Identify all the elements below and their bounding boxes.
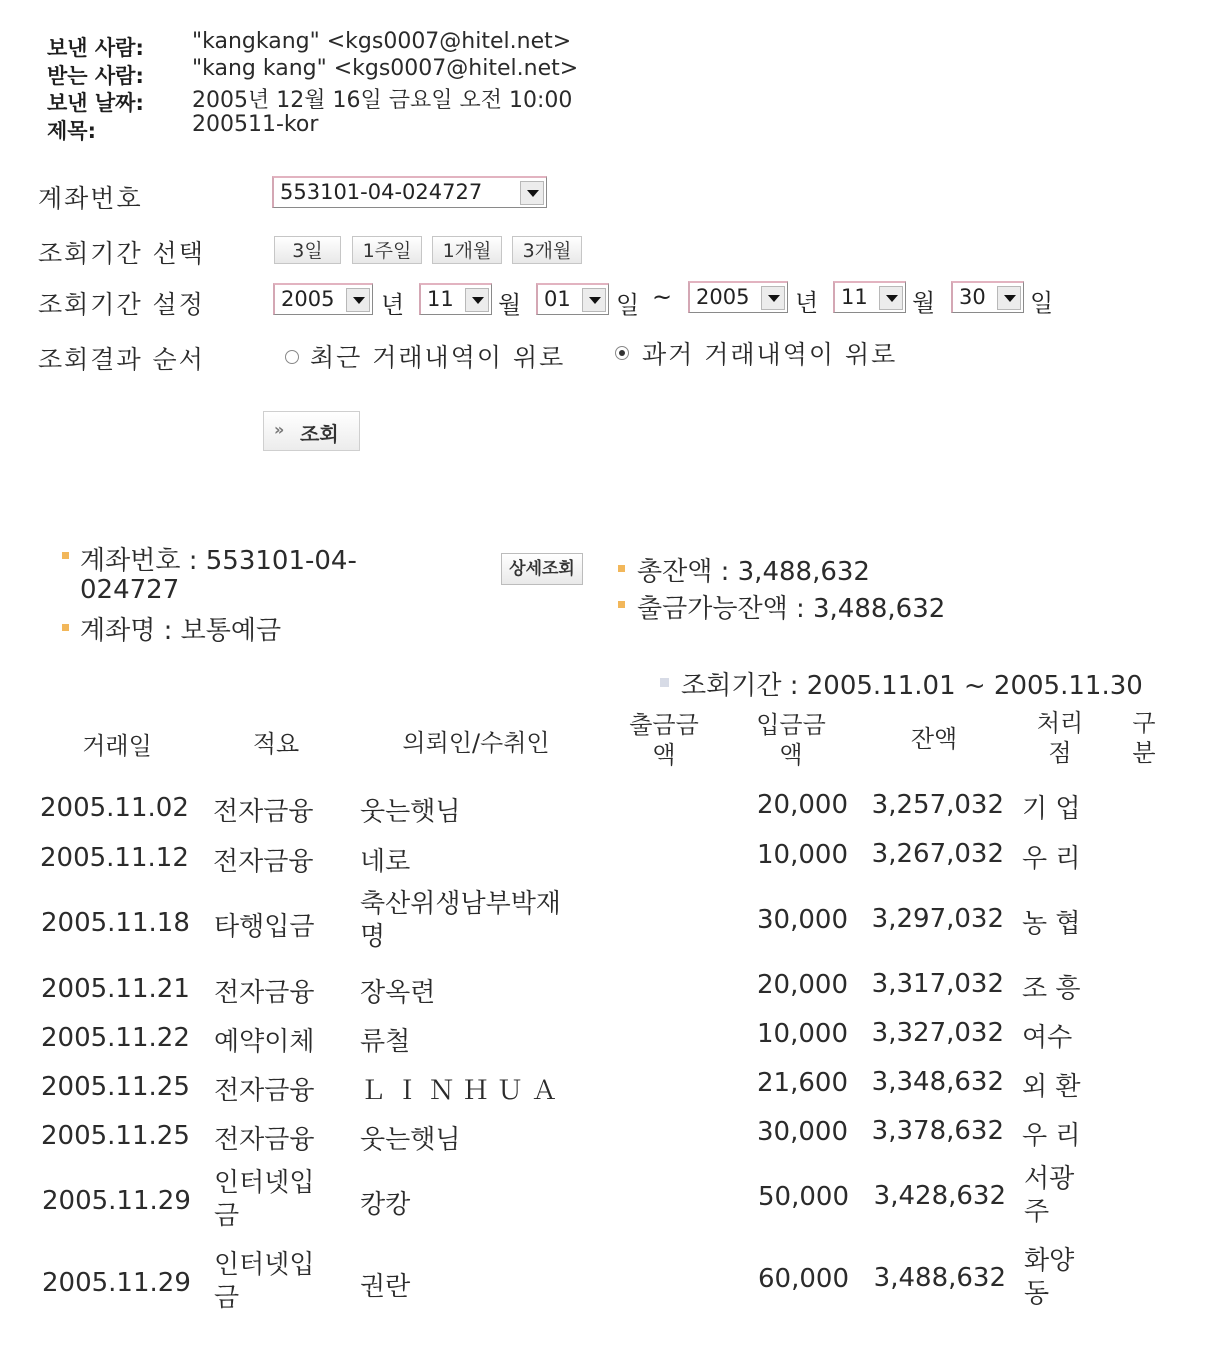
th-branch: 처리점 [1036, 709, 1084, 767]
from-label: 보낸 사람: [47, 36, 144, 60]
table-row-date: 2005.11.21 [41, 974, 190, 1004]
range-tilde: ~ [652, 283, 673, 311]
chevron-down-icon [879, 286, 903, 310]
table-row-party: 권란 [360, 1272, 411, 1302]
from-value: "kangkang" <kgs0007@hitel.net> [192, 29, 572, 54]
table-row-balance: 3,257,032 [871, 790, 1004, 820]
from-day-value: 01 [544, 287, 571, 311]
period-select-label: 조회기간 선택 [38, 239, 205, 268]
unit-day: 일 [616, 291, 640, 319]
table-row-party: 네로 [360, 847, 411, 877]
summary-account-line2: 024727 [80, 575, 180, 605]
table-row-deposit: 30,000 [757, 1117, 848, 1147]
period-set-label: 조회기간 설정 [38, 290, 205, 319]
unit-year: 년 [795, 289, 819, 317]
table-row-branch: 농 협 [1022, 909, 1081, 939]
query-button-label: 조회 [300, 422, 339, 446]
to-year-select[interactable] [688, 281, 788, 313]
table-row-balance: 3,348,632 [871, 1067, 1004, 1097]
table-row-desc: 타행입금 [214, 912, 315, 942]
table-row-branch: 여수 [1022, 1023, 1073, 1053]
table-row-party: 웃는햇님 [360, 1125, 461, 1155]
table-row-balance: 3,327,032 [871, 1018, 1004, 1048]
chevron-down-icon [582, 288, 606, 312]
to-day-value: 30 [959, 285, 986, 309]
table-row-branch: 우 리 [1022, 1121, 1081, 1151]
table-row-balance: 3,428,632 [873, 1181, 1006, 1211]
chevron-down-icon [465, 288, 489, 312]
order-past-label[interactable]: 과거 거래내역이 위로 [642, 340, 898, 369]
bullet-icon [62, 624, 69, 631]
th-balance: 잔액 [910, 725, 958, 753]
table-row-deposit: 60,000 [758, 1264, 849, 1294]
table-row-deposit: 20,000 [757, 790, 848, 820]
to-year-value: 2005 [696, 285, 750, 309]
summary-account-line1: 계좌번호 : 553101-04- [80, 546, 357, 576]
unit-day: 일 [1030, 289, 1054, 317]
bullet-icon [62, 552, 69, 559]
account-select-value: 553101-04-024727 [280, 180, 483, 204]
table-row-date: 2005.11.02 [40, 793, 189, 823]
table-row-party: 웃는햇님 [360, 797, 461, 827]
table-row-deposit: 50,000 [758, 1182, 849, 1212]
bullet-icon [618, 565, 625, 572]
summary-period: 조회기간 : 2005.11.01 ~ 2005.11.30 [681, 671, 1143, 701]
period-1month-button[interactable]: 1개월 [432, 236, 502, 264]
order-label: 조회결과 순서 [38, 345, 205, 374]
table-row-date: 2005.11.12 [40, 843, 189, 873]
th-date: 거래일 [82, 732, 152, 760]
chevron-down-icon [761, 286, 785, 310]
table-row-branch: 우 리 [1022, 844, 1081, 874]
table-row-deposit: 21,600 [757, 1068, 848, 1098]
table-row-branch: 외 환 [1022, 1072, 1081, 1102]
table-row-party: 캉캉 [360, 1190, 411, 1220]
summary-available-balance: 출금가능잔액 : 3,488,632 [637, 594, 946, 624]
double-chevron-right-icon: » [274, 420, 285, 439]
to-month-value: 11 [841, 285, 868, 309]
bullet-icon [660, 678, 669, 687]
table-row-deposit: 10,000 [757, 840, 848, 870]
to-value: "kang kang" <kgs0007@hitel.net> [192, 56, 579, 81]
table-row-party: 장옥련 [360, 978, 436, 1008]
th-desc: 적요 [252, 730, 300, 758]
bullet-icon [618, 601, 625, 608]
table-row-desc: 전자금융 [213, 797, 314, 827]
subject-value: 200511-kor [192, 112, 319, 137]
to-day-select[interactable] [951, 281, 1024, 313]
table-row-deposit: 10,000 [757, 1019, 848, 1049]
table-row-balance: 3,488,632 [873, 1263, 1006, 1293]
to-month-select[interactable] [833, 281, 906, 313]
chevron-down-icon [520, 181, 544, 205]
table-row-balance: 3,317,032 [871, 969, 1004, 999]
table-row-date: 2005.11.29 [42, 1186, 191, 1216]
order-past-radio[interactable] [615, 346, 629, 360]
summary-account-name: 계좌명 : 보통예금 [80, 616, 282, 646]
table-row-desc: 인터넷입금 [214, 1168, 315, 1231]
account-select[interactable] [272, 176, 547, 208]
table-row-desc: 인터넷입금 [214, 1250, 315, 1313]
table-row-desc: 예약이체 [214, 1027, 315, 1057]
account-label: 계좌번호 [38, 184, 143, 213]
detail-query-button[interactable]: 상세조회 [501, 553, 583, 585]
to-label: 받는 사람: [47, 64, 144, 88]
table-row-branch: 기 업 [1022, 794, 1081, 824]
period-3months-button[interactable]: 3개월 [512, 236, 582, 264]
period-1week-button[interactable]: 1주일 [352, 236, 422, 264]
table-row-desc: 전자금융 [214, 1125, 315, 1155]
th-party: 의뢰인/수취인 [402, 729, 550, 757]
table-row-party: 축산위생남부박재명 [360, 889, 561, 952]
chevron-down-icon [346, 288, 370, 312]
unit-month: 월 [912, 289, 936, 317]
table-row-date: 2005.11.29 [42, 1268, 191, 1298]
table-row-date: 2005.11.25 [41, 1072, 190, 1102]
from-year-value: 2005 [281, 287, 335, 311]
table-row-balance: 3,297,032 [871, 904, 1004, 934]
query-button[interactable] [263, 411, 360, 451]
table-row-party: 류철 [360, 1027, 411, 1057]
table-row-desc: 전자금융 [213, 847, 314, 877]
table-row-desc: 전자금융 [214, 1076, 315, 1106]
table-row-desc: 전자금융 [214, 978, 315, 1008]
chevron-down-icon [997, 286, 1021, 310]
th-deposit: 입금금액 [756, 711, 826, 769]
from-month-select[interactable] [419, 283, 492, 315]
from-day-select[interactable] [536, 283, 609, 315]
period-3days-button[interactable]: 3일 [274, 236, 341, 264]
table-row-date: 2005.11.22 [41, 1023, 190, 1053]
date-label: 보낸 날짜: [47, 91, 144, 115]
summary-total-balance: 총잔액 : 3,488,632 [637, 557, 870, 587]
table-row-balance: 3,378,632 [871, 1116, 1004, 1146]
table-row-branch: 서광주 [1024, 1164, 1075, 1227]
from-year-select[interactable] [273, 283, 373, 315]
table-row-party: Ｌ Ｉ Ｎ Ｈ Ｕ Ａ [360, 1076, 558, 1106]
table-row-branch: 조 흥 [1022, 974, 1081, 1004]
date-value: 2005년 12월 16일 금요일 오전 10:00 [192, 88, 573, 113]
table-row-date: 2005.11.25 [41, 1121, 190, 1151]
th-type: 구분 [1132, 709, 1156, 767]
order-recent-label[interactable]: 최근 거래내역이 위로 [310, 343, 566, 372]
unit-year: 년 [381, 291, 405, 319]
order-recent-radio[interactable] [285, 350, 299, 364]
table-row-deposit: 30,000 [757, 905, 848, 935]
table-row-deposit: 20,000 [757, 970, 848, 1000]
from-month-value: 11 [427, 287, 454, 311]
table-row-date: 2005.11.18 [41, 908, 190, 938]
unit-month: 월 [498, 291, 522, 319]
table-row-balance: 3,267,032 [871, 839, 1004, 869]
subject-label: 제목: [47, 119, 96, 143]
table-row-branch: 화양동 [1024, 1246, 1075, 1309]
th-withdraw: 출금금액 [629, 711, 699, 769]
